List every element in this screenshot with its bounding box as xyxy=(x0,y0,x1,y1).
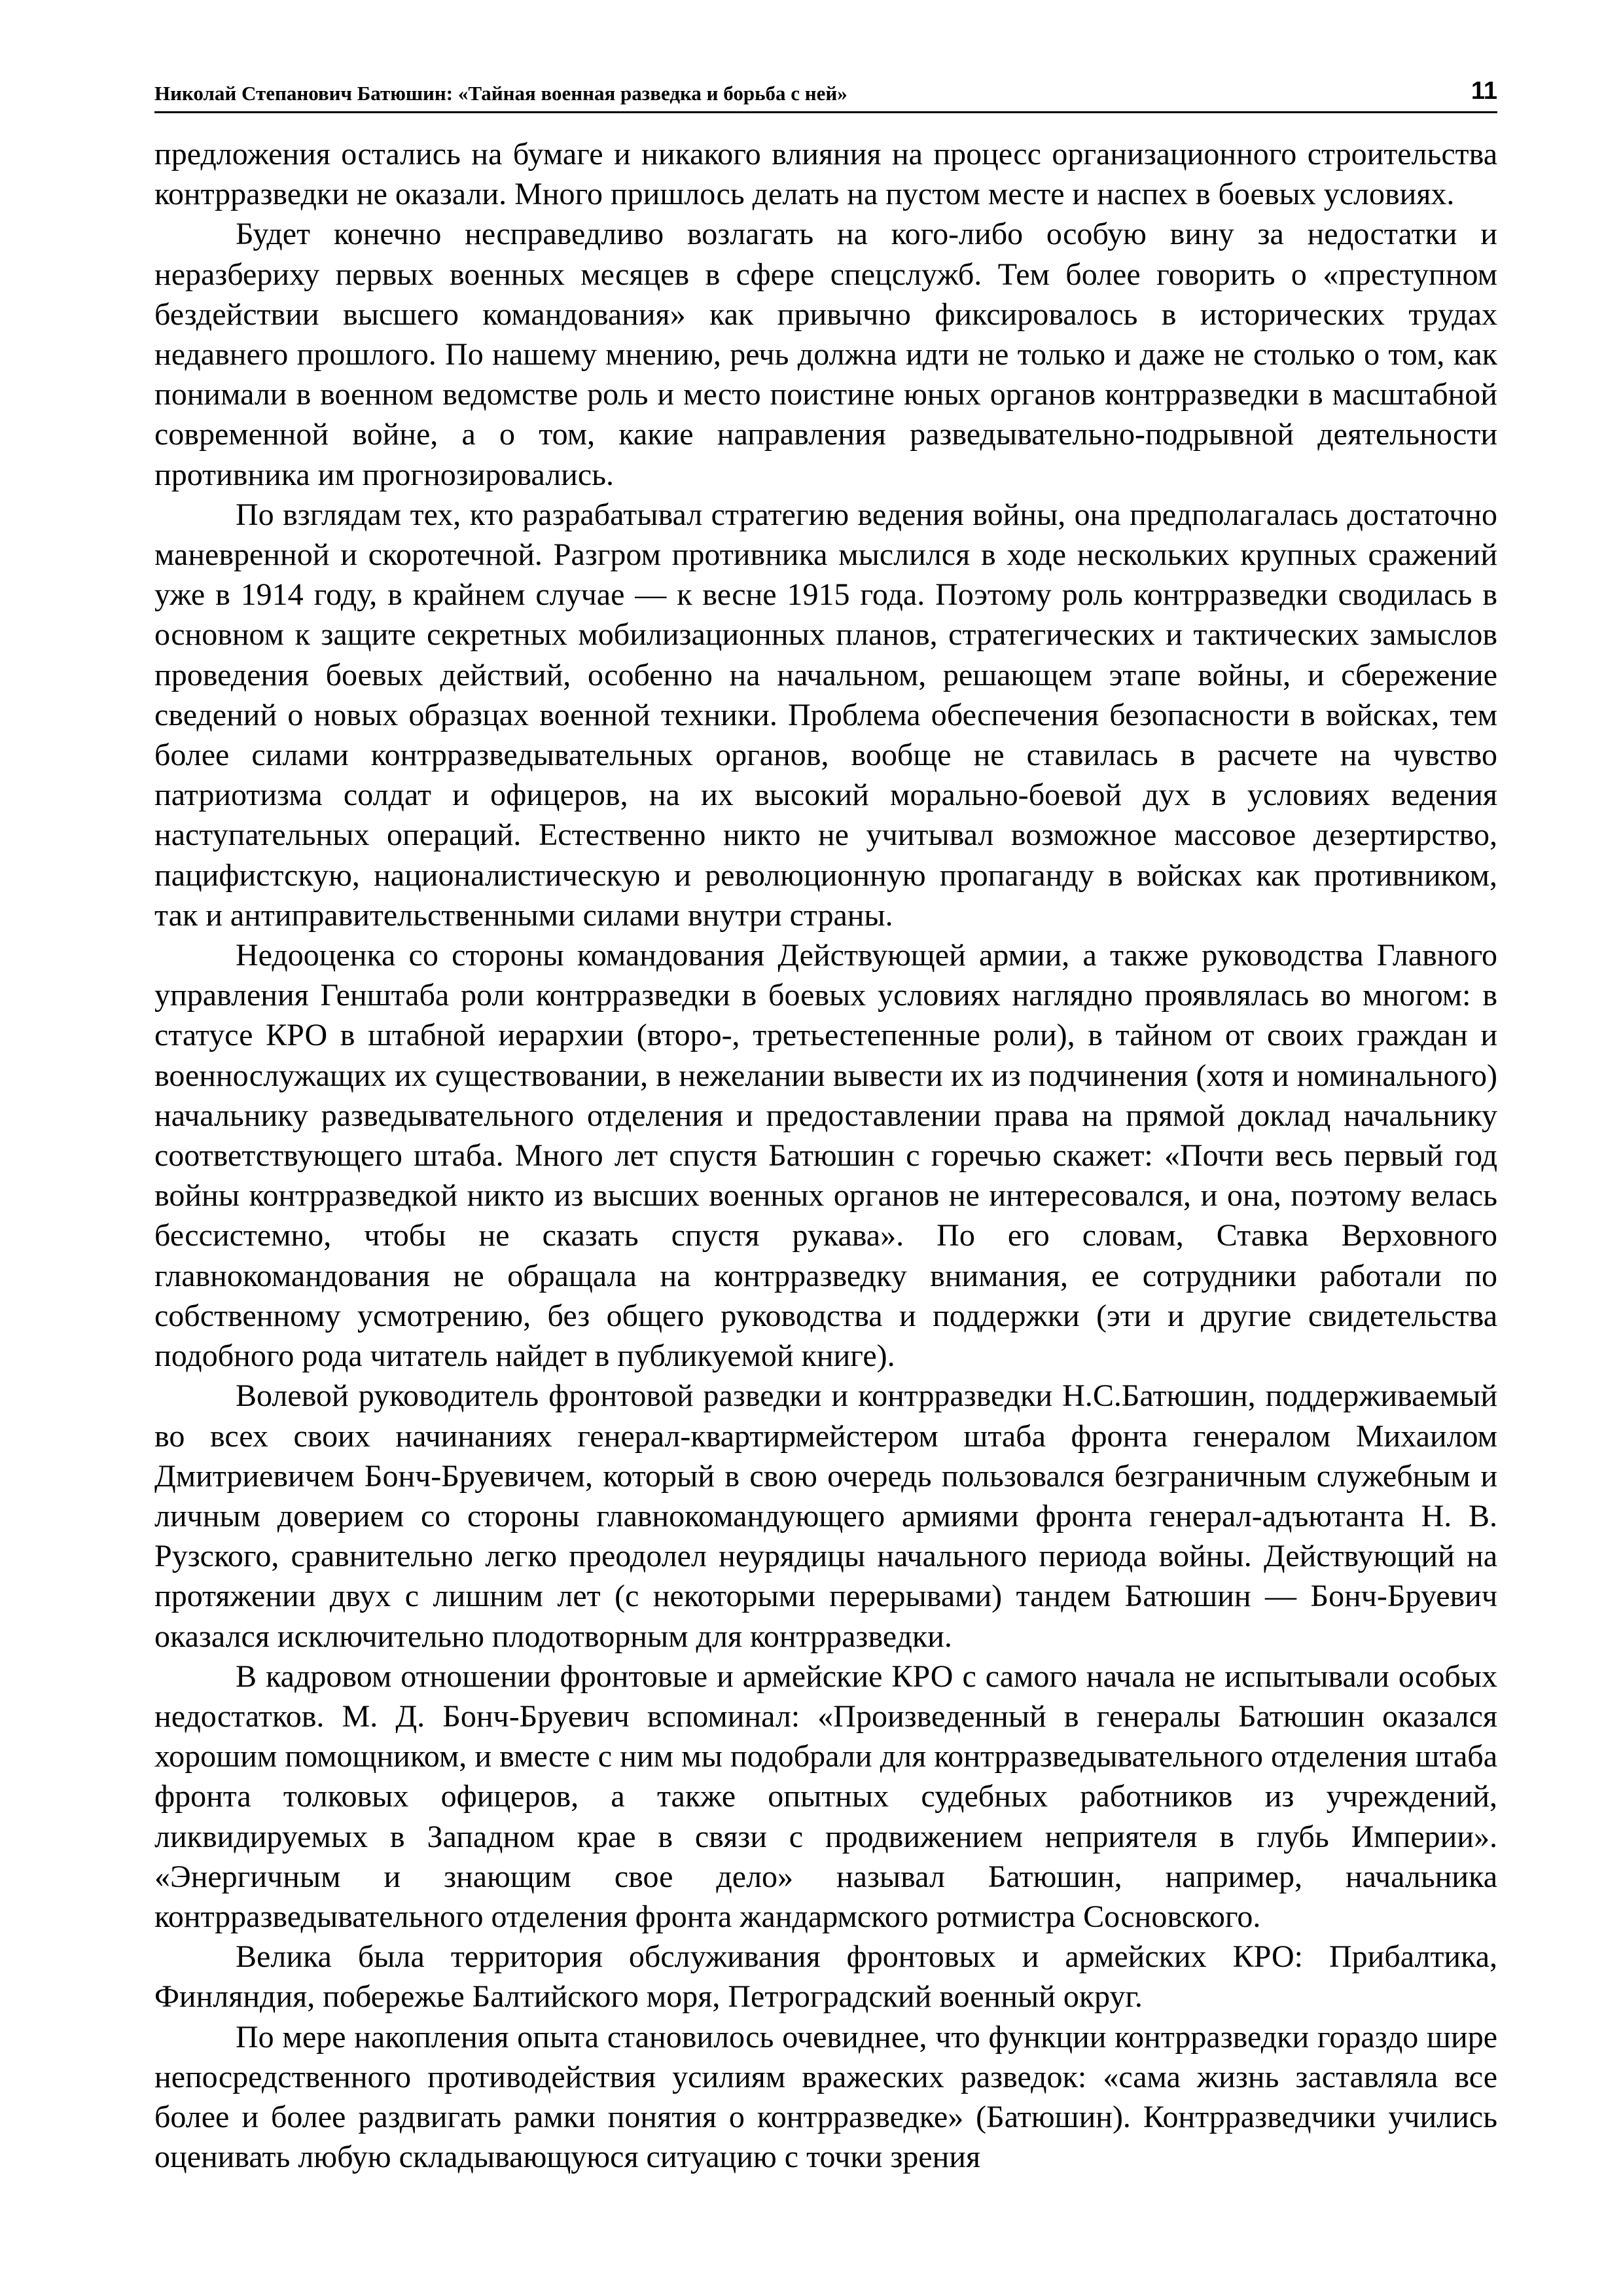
paragraph: По взглядам тех, кто разрабатывал стратегию ведения войны, она предполагалась достаточно маневренной и скоротечной. Разгром противника мыслился в ходе нескольких крупных сражений уже в 1914 году, в крайнем случае — к весне 1915 года. Поэтому роль контрразведки сводилась в основном к защите секретных мобилизационных планов, стратегических и тактических замыслов проведения боевых действий, особенно на начальном, решающем этапе войны, и сбережение сведений о новых образцах военной техники. Проблема обеспечения безопасности в войсках, тем более силами контрразведывательных органов, вообще не ставилась в расчете на чувство патриотизма солдат и офицеров, на их высокий морально-боевой дух в условиях ведения наступательных операций. Естественно никто не учитывал возможное массовое дезертирство, пацифистскую, националистическую и революционную пропаганду в войсках как противником, так и антиправительственными силами внутри страны. xyxy=(154,497,1497,933)
paragraph: Будет конечно несправедливо возлагать на кого-либо особую вину за недостатки и неразбериху первых военных месяцев в сфере спецслужб. Тем более говорить о «преступном бездействии высшего командования» как привычно фиксировалось в исторических трудах недавнего прошлого. По нашему мнению, речь должна идти не только и даже не столько о том, как понимали в военном ведомстве роль и место поистине юных органов контрразведки в масштабной современной войне, а о том, какие направления разведывательно-подрывной деятельности противника им прогнозировались. xyxy=(154,217,1497,492)
running-header xyxy=(154,71,1497,113)
paragraph: Волевой руководитель фронтовой разведки и контрразведки Н.С.Батюшин, поддерживаемый во всех своих начинаниях генерал-квартирмейстером штаба фронта генералом Михаилом Дмитриевичем Бонч-Бруевичем, который в свою очередь пользовался безграничным служебным и личным доверием со стороны главнокомандующего армиями фронта генерал-адъютанта Н. В. Рузского, сравнительно легко преодолел неурядицы начального периода войны. Действующий на протяжении двух с лишним лет (с некоторыми перерывами) тандем Батюшин — Бонч-Бруевич оказался исключительно плодотворным для контрразведки. xyxy=(154,1378,1497,1654)
page-number: 11 xyxy=(1471,77,1497,105)
paragraph: Велика была территория обслуживания фронтовых и армейских КРО: Прибалтика, Финляндия, побережье Балтийского моря, Петроградский военный округ. xyxy=(154,1939,1497,2015)
running-title: Николай Степанович Батюшин: «Тайная военная разведка и борьба с ней» xyxy=(154,82,847,105)
paragraph-continuation: предложения остались на бумаге и никакого влияния на процесс организационного строительства контрразведки не оказали. Много пришлось делать на пустом месте и наспех в боевых условиях. xyxy=(154,137,1497,212)
paragraph: Недооценка со стороны командования Действующей армии, а также руководства Главного управления Генштаба роли контрразведки в боевых условиях наглядно проявлялась во многом: в статусе КРО в штабной иерархии (второ-, третьестепенные роли), в тайном от своих граждан и военнослужащих их существовании, в нежелании вывести их из подчинения (хотя и номинального) начальнику разведывательного отделения и предоставлении права на прямой доклад начальнику соответствующего штаба. Много лет спустя Батюшин с горечью скажет: «Почти весь первый год войны контрразведкой никто из высших военных органов не интересовался, и она, поэтому велась бессистемно, чтобы не сказать спустя рукава». По его словам, Ставка Верховного главнокомандования не обращала на контрразведку внимания, ее сотрудники работали по собственному усмотрению, без общего руководства и поддержки (эти и другие свидетельства подобного рода читатель найдет в публикуемой книге). xyxy=(154,938,1497,1374)
paragraph: В кадровом отношении фронтовые и армейские КРО с самого начала не испытывали особых недостатков. М. Д. Бонч-Бруевич вспоминал: «Произведенный в генералы Батюшин оказался хорошим помощником, и вместе с ним мы подобрали для контрразведывательного отделения штаба фронта толковых офицеров, а также опытных судебных работников из учреждений, ликвидируемых в Западном крае в связи с продвижением неприятеля в глубь Империи». «Энергичным и знающим свое дело» называл Батюшин, например, начальника контрразведывательного отделения фронта жандармского ротмистра Сосновского. xyxy=(154,1659,1497,1934)
body-text xyxy=(154,134,1497,2177)
paragraph: По мере накопления опыта становилось очевиднее, что функции контрразведки гораздо шире непосредственного противодействия усилиям вражеских разведок: «сама жизнь заставляла все более и более раздвигать рамки понятия о контрразведке» (Батюшин). Контрразведчики учились оценивать любую складывающуюся ситуацию с точки зрения xyxy=(154,2019,1497,2175)
